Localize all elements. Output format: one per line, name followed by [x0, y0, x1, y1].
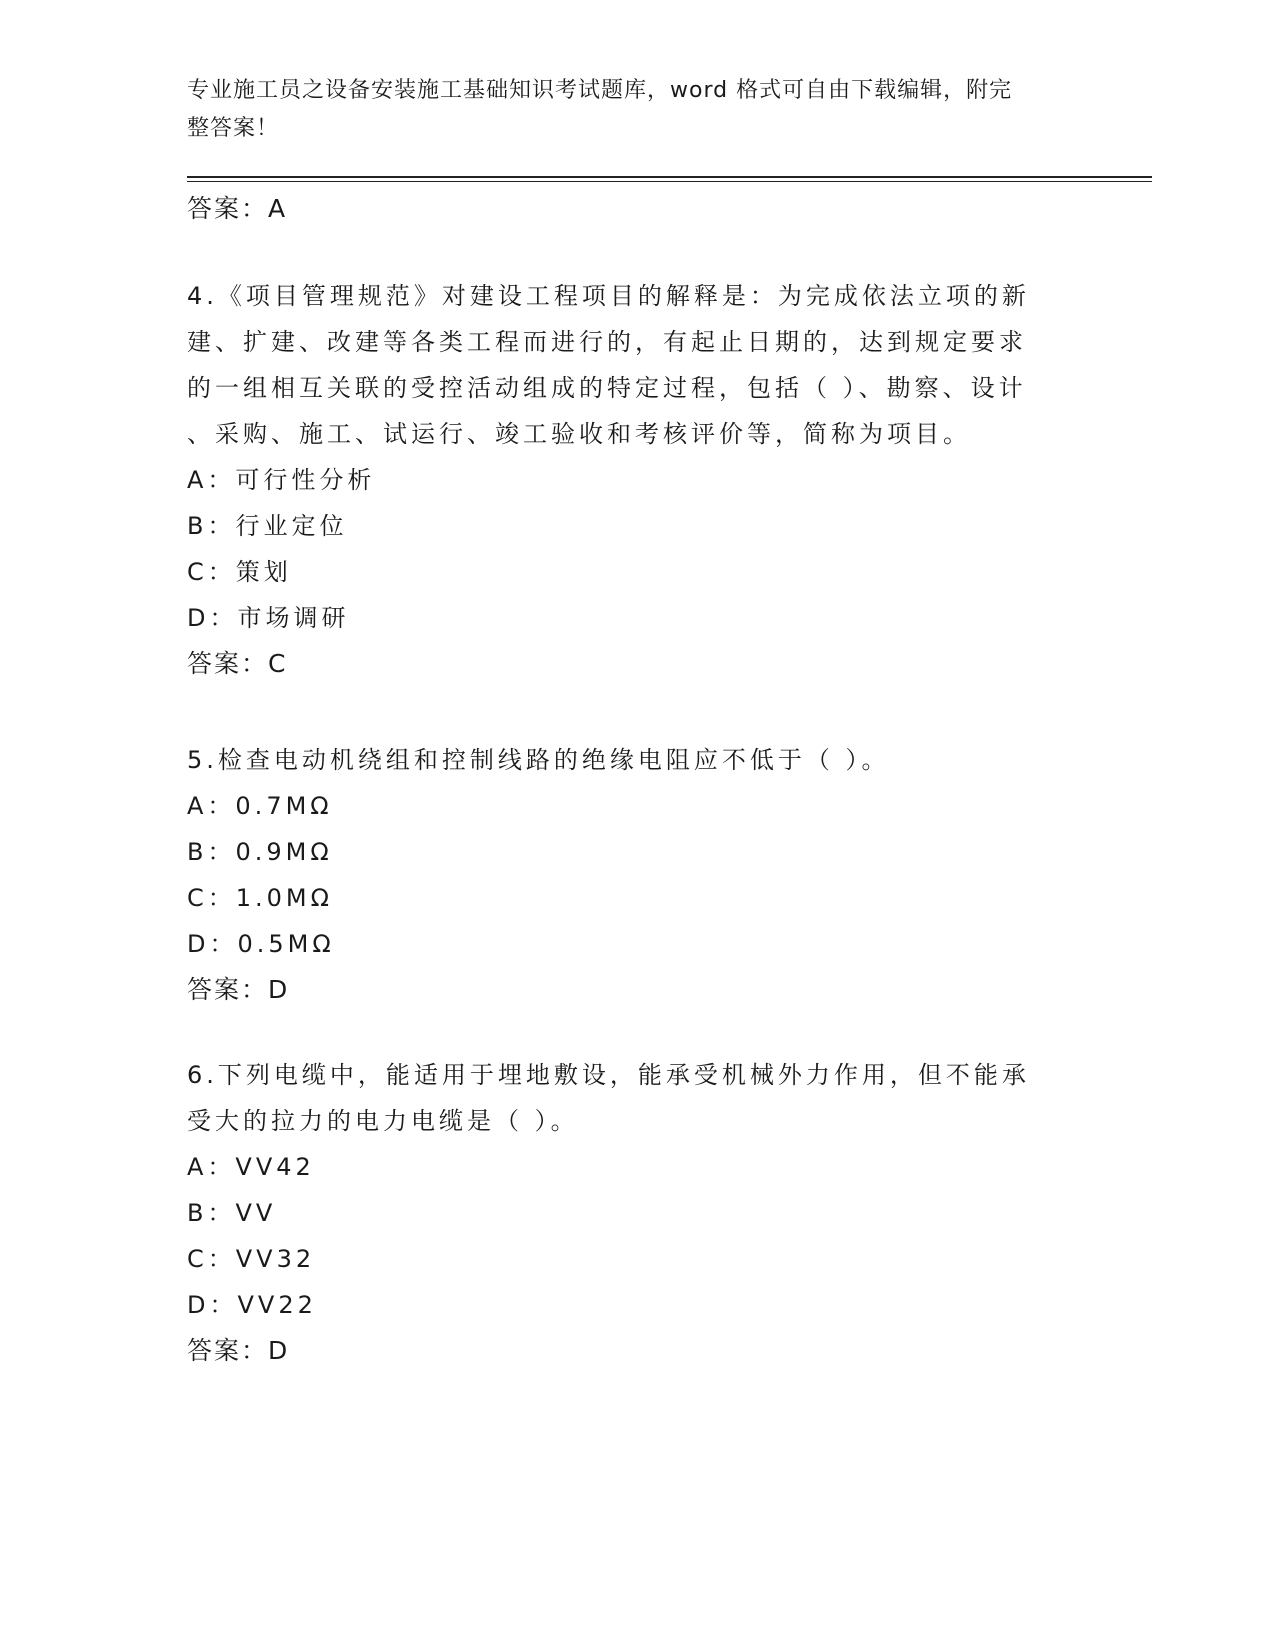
option-a: A：VV42 [187, 1153, 315, 1181]
question-5 [187, 737, 1087, 1013]
header-divider-thin [187, 181, 1152, 182]
option-d: D：0.5MΩ [187, 930, 335, 958]
question-6 [187, 1052, 1087, 1374]
question-line: 受大的拉力的电力电缆是（ ）。 [187, 1107, 579, 1135]
question-text [187, 273, 1087, 457]
question-line: 、采购、施工、试运行、竣工验收和考核评价等，简称为项目。 [187, 420, 971, 448]
option-a: A：0.7MΩ [187, 792, 333, 820]
option-a: A：可行性分析 [187, 466, 376, 494]
header-line-1: 专业施工员之设备安装施工基础知识考试题库，word 格式可自由下载编辑，附完 [187, 78, 1013, 103]
answer-label: 答案：C [187, 649, 288, 678]
answer-block-prev [187, 186, 1087, 232]
question-line: 6.下列电缆中，能适用于埋地敷设，能承受机械外力作用，但不能承 [187, 1061, 1030, 1089]
question-line: 5.检查电动机绕组和控制线路的绝缘电阻应不低于（ ）。 [187, 746, 890, 774]
answer-label: 答案：A [187, 194, 288, 223]
option-d: D：VV22 [187, 1291, 317, 1319]
option-c: C：1.0MΩ [187, 884, 333, 912]
question-line: 建、扩建、改建等各类工程而进行的，有起止日期的，达到规定要求 [187, 328, 1027, 356]
answer-label: 答案：D [187, 975, 290, 1004]
header-divider-thick [187, 176, 1152, 178]
option-b: B：0.9MΩ [187, 838, 333, 866]
question-line: 的一组相互关联的受控活动组成的特定过程，包括（ ）、勘察、设计 [187, 374, 1027, 402]
question-line: 4.《项目管理规范》对建设工程项目的解释是：为完成依法立项的新 [187, 282, 1030, 310]
option-c: C：策划 [187, 558, 292, 586]
option-c: C：VV32 [187, 1245, 316, 1273]
answer-label: 答案：D [187, 1336, 290, 1365]
document-header [187, 72, 1067, 148]
question-text [187, 1052, 1087, 1144]
question-4 [187, 273, 1087, 687]
header-line-2: 整答案！ [187, 116, 280, 141]
option-b: B：行业定位 [187, 512, 348, 540]
option-b: B：VV [187, 1199, 277, 1227]
option-d: D：市场调研 [187, 604, 350, 632]
question-text [187, 737, 1087, 783]
